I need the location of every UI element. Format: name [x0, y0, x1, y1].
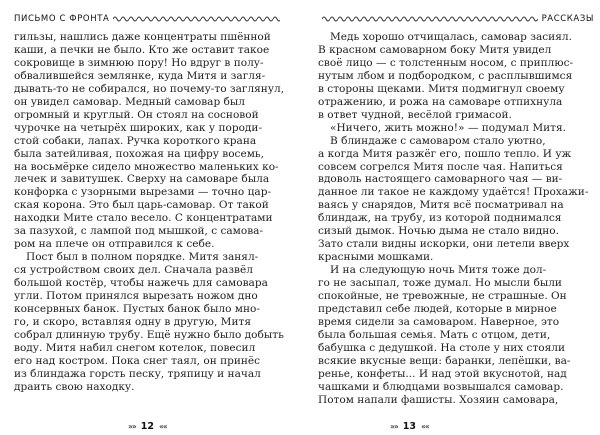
folio-chevrons-left: »»: [390, 421, 398, 431]
right-running-head-title: РАССКАЗЫ: [541, 14, 594, 24]
text-line: В блиндаже с самоваром стало уютно,: [330, 134, 546, 147]
text-line: Потом напали фашисты. Хозяин самовара,: [318, 393, 559, 406]
text-line: го не засыпал, тоже думал. Но мысли были: [318, 277, 562, 290]
text-line: Пост был в полном порядке. Митя занял-: [26, 251, 259, 264]
left-running-head-title: ПИСЬМО С ФРОНТА: [14, 14, 110, 24]
text-line: Медь хорошо отчищалась, самовар засиял.: [330, 31, 572, 43]
text-line: В красном самоварном боку Митя увидел: [318, 43, 552, 56]
right-page: [308, 0, 600, 435]
text-line: из блиндажа горсть песку, тряпицу и начал: [14, 367, 261, 380]
folio-chevrons-right: ««: [159, 421, 167, 431]
text-line: отражению, и рожа на самоваре отпихнула: [318, 95, 563, 108]
text-line: ваясь у снарядов, Митя всё посматривал на: [318, 199, 564, 212]
wavy-rule-ornament: [322, 15, 538, 23]
text-line: лечек и завитушек. Сверху на самоваре была: [14, 173, 270, 186]
text-line: блиндаж, на трубу, из которой поднимался: [318, 212, 562, 225]
folio-chevrons-right: ««: [421, 421, 429, 431]
text-line: большой костёр, чтобы нажечь для самовара: [14, 277, 268, 290]
text-line: конфорка с узорными вырезами — точно цар-: [14, 186, 272, 199]
text-line: ром на плече он отправился к себе.: [14, 238, 215, 251]
text-line: огромный и круглый. Он стоял на сосновой: [14, 108, 259, 121]
text-line: вдоволь настоящего самоварного чая — ви-: [318, 173, 563, 186]
text-line: данное ли такое не каждому удаётся! Прохажи-: [318, 186, 589, 199]
text-line: сизый дымок. Ночью дыма не стало видно.: [318, 225, 559, 238]
text-line: драить свою находку.: [14, 380, 135, 393]
text-line: была затейливая, похожая на цифру восемь,: [14, 147, 264, 160]
text-line: бабушка с дедушкой. На столе у них стояли: [318, 341, 566, 354]
text-line: в ответ чудной, весёлой гримасой.: [318, 108, 512, 121]
text-line: сокровище в зимнюю пору! Но вдруг в полу-: [14, 56, 264, 69]
text-line: совсем согрелся Митя после чая. Напиться: [318, 160, 563, 173]
text-line: чашками и блюдцами возвышался самовар.: [318, 380, 564, 393]
text-line: спокойные, не тревожные, не страшные. Он: [318, 290, 567, 303]
left-running-head: [14, 12, 284, 26]
text-line: гильзы, нашлись даже концентраты пшённой: [14, 31, 271, 43]
text-line: обвалившейся землянке, куда Митя и загля-: [14, 69, 266, 82]
text-line: его над костром. Пока снег таял, он принёс: [14, 354, 261, 367]
text-line: в стороны щеками. Митя подмигнул своему: [318, 82, 565, 95]
text-line: ся устройством своих дел. Сначала развёл: [14, 264, 253, 277]
right-body-text: [318, 31, 594, 407]
text-line: дывать-то не собирался, но почему-то заглянул,: [14, 82, 285, 95]
right-running-head: [318, 12, 594, 26]
text-line: «Ничего, жить можно!» — подумал Митя.: [330, 121, 567, 134]
text-line: время сидели за самоваром. Наверное, это: [318, 315, 560, 328]
text-line: Зато стали видны искорки, они летели вверх: [318, 238, 570, 251]
text-line: на восьмёрке сидело множество маленьких ко-: [14, 160, 279, 173]
text-line: собрал длинную трубу. Ещё нужно было добыть: [14, 328, 284, 341]
text-line: И на следующую ночь Митя тоже дол-: [330, 264, 547, 277]
text-line: го, и скоро, вставляя одну в другую, Митя: [14, 315, 251, 328]
left-page-number: 12: [140, 420, 155, 432]
right-page-number: 13: [402, 420, 417, 432]
text-line: нутым лбом и подбородком, с расплывшимся: [318, 69, 573, 82]
text-line: а когда Митя разжёг его, пошло тепло. И уж: [318, 147, 572, 160]
left-body-text: [14, 31, 288, 394]
text-line: была большая семья. Мать с отцом, дети,: [318, 328, 551, 341]
text-line: представил себе людей, которые в мирное: [318, 303, 557, 316]
left-page: [0, 0, 292, 435]
text-line: воду. Митя набил снегом котелок, повесил: [14, 341, 256, 354]
text-line: чурочке на четырёх широких, как у породи-: [14, 121, 263, 134]
text-line: угли. Потом принялся вырезать ножом дно: [14, 290, 258, 303]
text-line: ская корона. Это был царь-самовар. От такой: [14, 199, 269, 212]
text-line: он увидел самовар. Медный самовар был: [14, 95, 245, 108]
text-line: ренье, конфеты... И над этой вкуснотой, над: [318, 367, 567, 380]
text-line: консервных банок. Пустых банок было мно-: [14, 303, 260, 316]
text-line: за пазухой, с лампой под мышкой, с самова-: [14, 225, 264, 238]
wavy-rule-ornament: [113, 15, 280, 23]
text-line: всякие вкусные вещи: баранки, лепёшки, ва-: [318, 354, 571, 367]
text-line: своё лицо — с толстенным носом, с приплюс-: [318, 56, 574, 69]
text-line: красными мошками.: [318, 251, 434, 264]
folio-chevrons-left: »»: [128, 421, 136, 431]
left-folio: [128, 420, 167, 432]
text-line: каши, а печки не было. Кто же оставит такое: [14, 43, 270, 56]
text-line: стой собаки, лапах. Ручка короткого крана: [14, 134, 257, 147]
right-folio: [390, 420, 429, 432]
text-line: находки Мите стало весело. С концентратами: [14, 212, 273, 225]
